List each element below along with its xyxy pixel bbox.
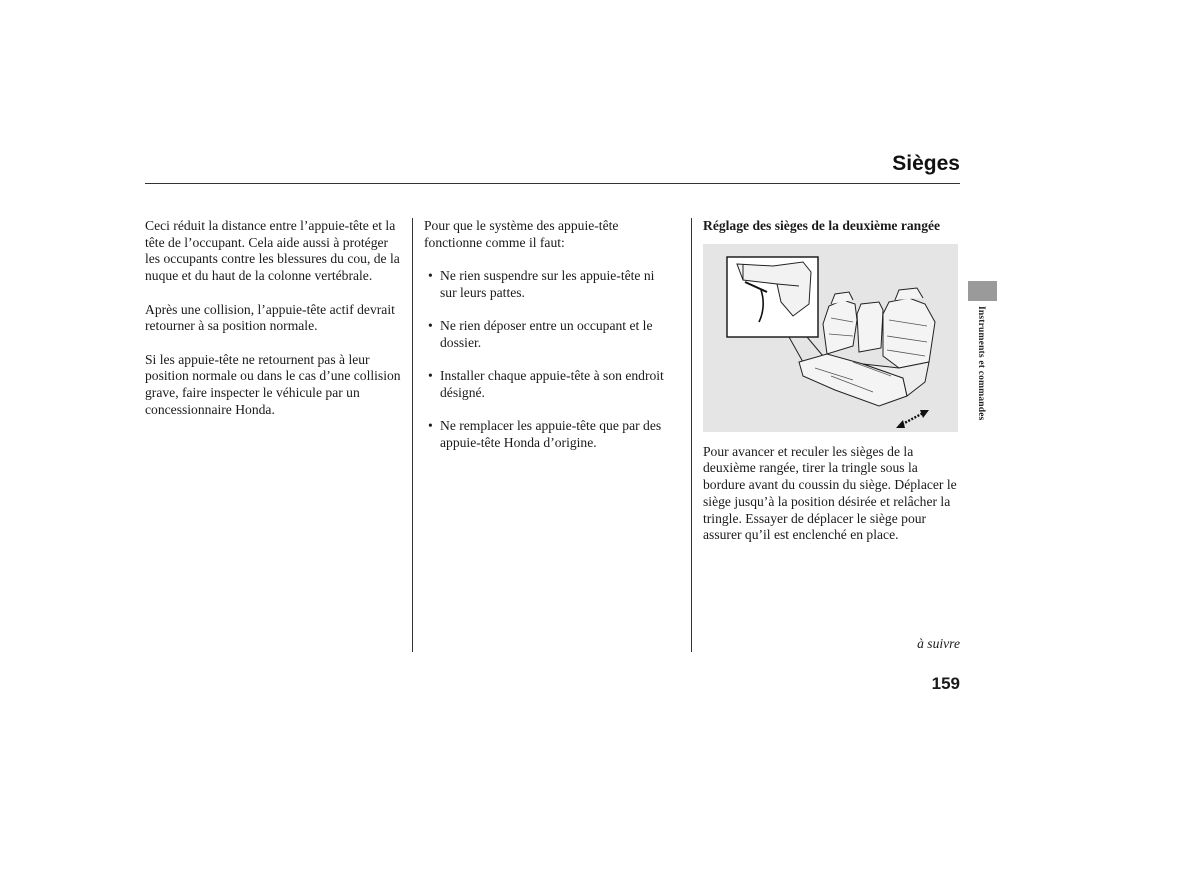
column-1 (145, 218, 405, 435)
column-divider (412, 218, 413, 652)
column-3 (703, 218, 961, 561)
list-item-text: Installer chaque appuie-tête à son endroit désigné. (440, 368, 664, 400)
paragraph: Si les appuie-tête ne retournent pas à leur position normale ou dans le cas d’une collision grave, faire inspecter le véhicule par un concessionnaire Honda. (145, 351, 401, 417)
header-rule (145, 183, 960, 184)
paragraph: Ceci réduit la distance entre l’appuie-tête et la tête de l’occupant. Cela aide aussi à protéger les occupants contre les blessures du cou, de la nuque et du haut de la colonne vertébrale. (145, 218, 400, 284)
list-item (424, 318, 674, 351)
list-item (424, 268, 674, 301)
section-tab-marker (968, 281, 997, 301)
paragraph: Après une collision, l’appuie-tête actif devrait retourner à sa position normale. (145, 301, 395, 334)
page-number: 159 (931, 674, 960, 693)
section-tab-label: Instruments et commandes (976, 306, 986, 421)
page-title: Sièges (892, 152, 960, 175)
column-divider (691, 218, 692, 652)
bullet-icon: • (428, 418, 433, 434)
bullet-icon: • (428, 318, 433, 334)
section-heading: Réglage des sièges de la deuxième rangée (703, 218, 941, 233)
bullet-icon: • (428, 368, 433, 384)
paragraph: Pour avancer et reculer les sièges de la deuxième rangée, tirer la tringle sous la bordure avant du coussin du siège. Déplacer le siège jusqu’à la position désirée et relâcher la tringle. Essayer de déplacer le siège pour assurer qu’il est enclenché en place. (703, 443, 957, 543)
list-item (424, 368, 674, 401)
list-item-text: Ne remplacer les appuie-tête que par des appuie-tête Honda d’origine. (440, 418, 662, 451)
rear-seat-adjustment-illustration (703, 244, 958, 432)
bullet-icon: • (428, 268, 433, 284)
list-item-text: Ne rien déposer entre un occupant et le dossier. (440, 318, 653, 350)
continued-label: à suivre (917, 636, 960, 651)
list-item-text: Ne rien suspendre sur les appuie-tête ni sur leurs pattes. (440, 268, 655, 300)
paragraph-intro: Pour que le système des appuie-tête fonctionne comme il faut: (424, 218, 619, 250)
column-2 (424, 218, 674, 468)
list-item (424, 418, 674, 451)
bullet-list (424, 268, 674, 452)
